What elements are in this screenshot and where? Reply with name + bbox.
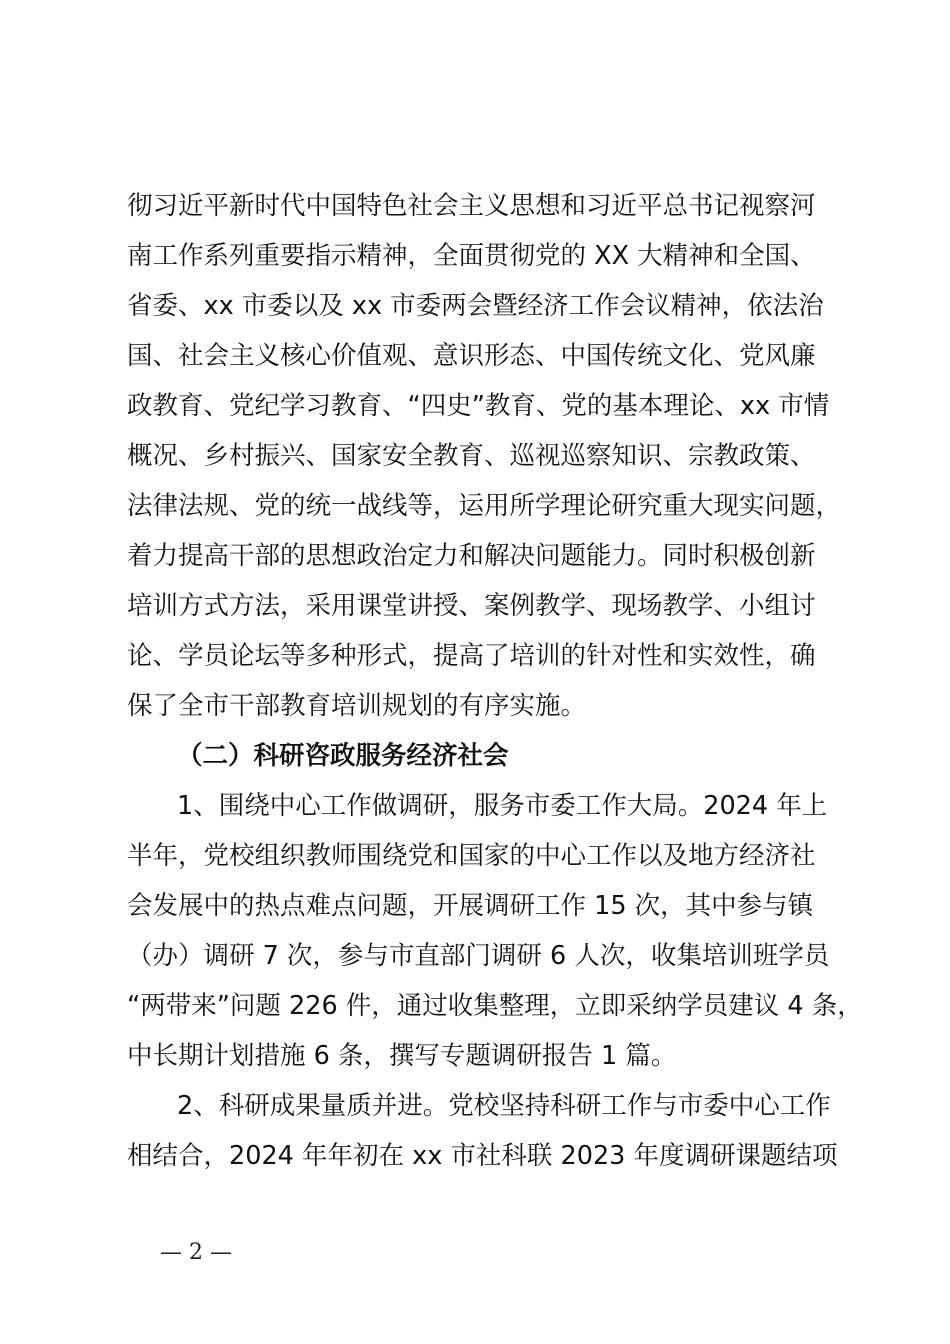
paragraph-line: 2、科研成果量质并进。党校坚持科研工作与市委中心工作: [177, 1091, 831, 1121]
paragraph-line: 1、围绕中心工作做调研，服务市委工作大局。2024 年上: [177, 791, 828, 821]
paragraph-line: 概况、乡村振兴、国家安全教育、巡视巡察知识、宗教政策、: [127, 441, 816, 471]
paragraph-line: 政教育、党纪学习教育、“四史”教育、党的基本理论、xx 市情: [127, 391, 830, 421]
paragraph-line: 中长期计划措施 6 条，撰写专题调研报告 1 篇。: [127, 1041, 677, 1071]
paragraph-line: 国、社会主义核心价值观、意识形态、中国传统文化、党风廉: [127, 341, 816, 371]
paragraph-line: 培训方式方法，采用课堂讲授、案例教学、现场教学、小组讨: [127, 591, 816, 621]
paragraph-line: 保了全市干部教育培训规划的有序实施。: [127, 691, 587, 721]
section-heading: （二）科研咨政服务经济社会: [177, 741, 509, 771]
paragraph-line: 相结合，2024 年年初在 xx 市社科联 2023 年度调研课题结项: [127, 1141, 838, 1171]
paragraph-line: 半年，党校组织教师围绕党和国家的中心工作以及地方经济社: [127, 841, 816, 871]
paragraph-line: 省委、xx 市委以及 xx 市委两会暨经济工作会议精神，依法治: [127, 291, 824, 321]
paragraph-line: 会发展中的热点难点问题，开展调研工作 15 次，其中参与镇: [127, 891, 814, 921]
paragraph-line: “两带来”问题 226 件，通过收集整理，立即采纳学员建议 4 条，: [127, 991, 863, 1021]
paragraph-line: 彻习近平新时代中国特色社会主义思想和习近平总书记视察河: [127, 191, 816, 221]
paragraph-line: 着力提高干部的思想政治定力和解决问题能力。同时积极创新: [127, 541, 816, 571]
paragraph-line: 论、学员论坛等多种形式，提高了培训的针对性和实效性，确: [127, 641, 816, 671]
paragraph-line: 法律法规、党的统一战线等，运用所学理论研究重大现实问题，: [127, 491, 842, 521]
paragraph-line: 南工作系列重要指示精神，全面贯彻党的 XX 大精神和全国、: [127, 241, 816, 271]
page-number: — 2 —: [160, 1240, 232, 1265]
paragraph-line: （办）调研 7 次，参与市直部门调研 6 人次，收集培训班学员: [127, 941, 830, 971]
